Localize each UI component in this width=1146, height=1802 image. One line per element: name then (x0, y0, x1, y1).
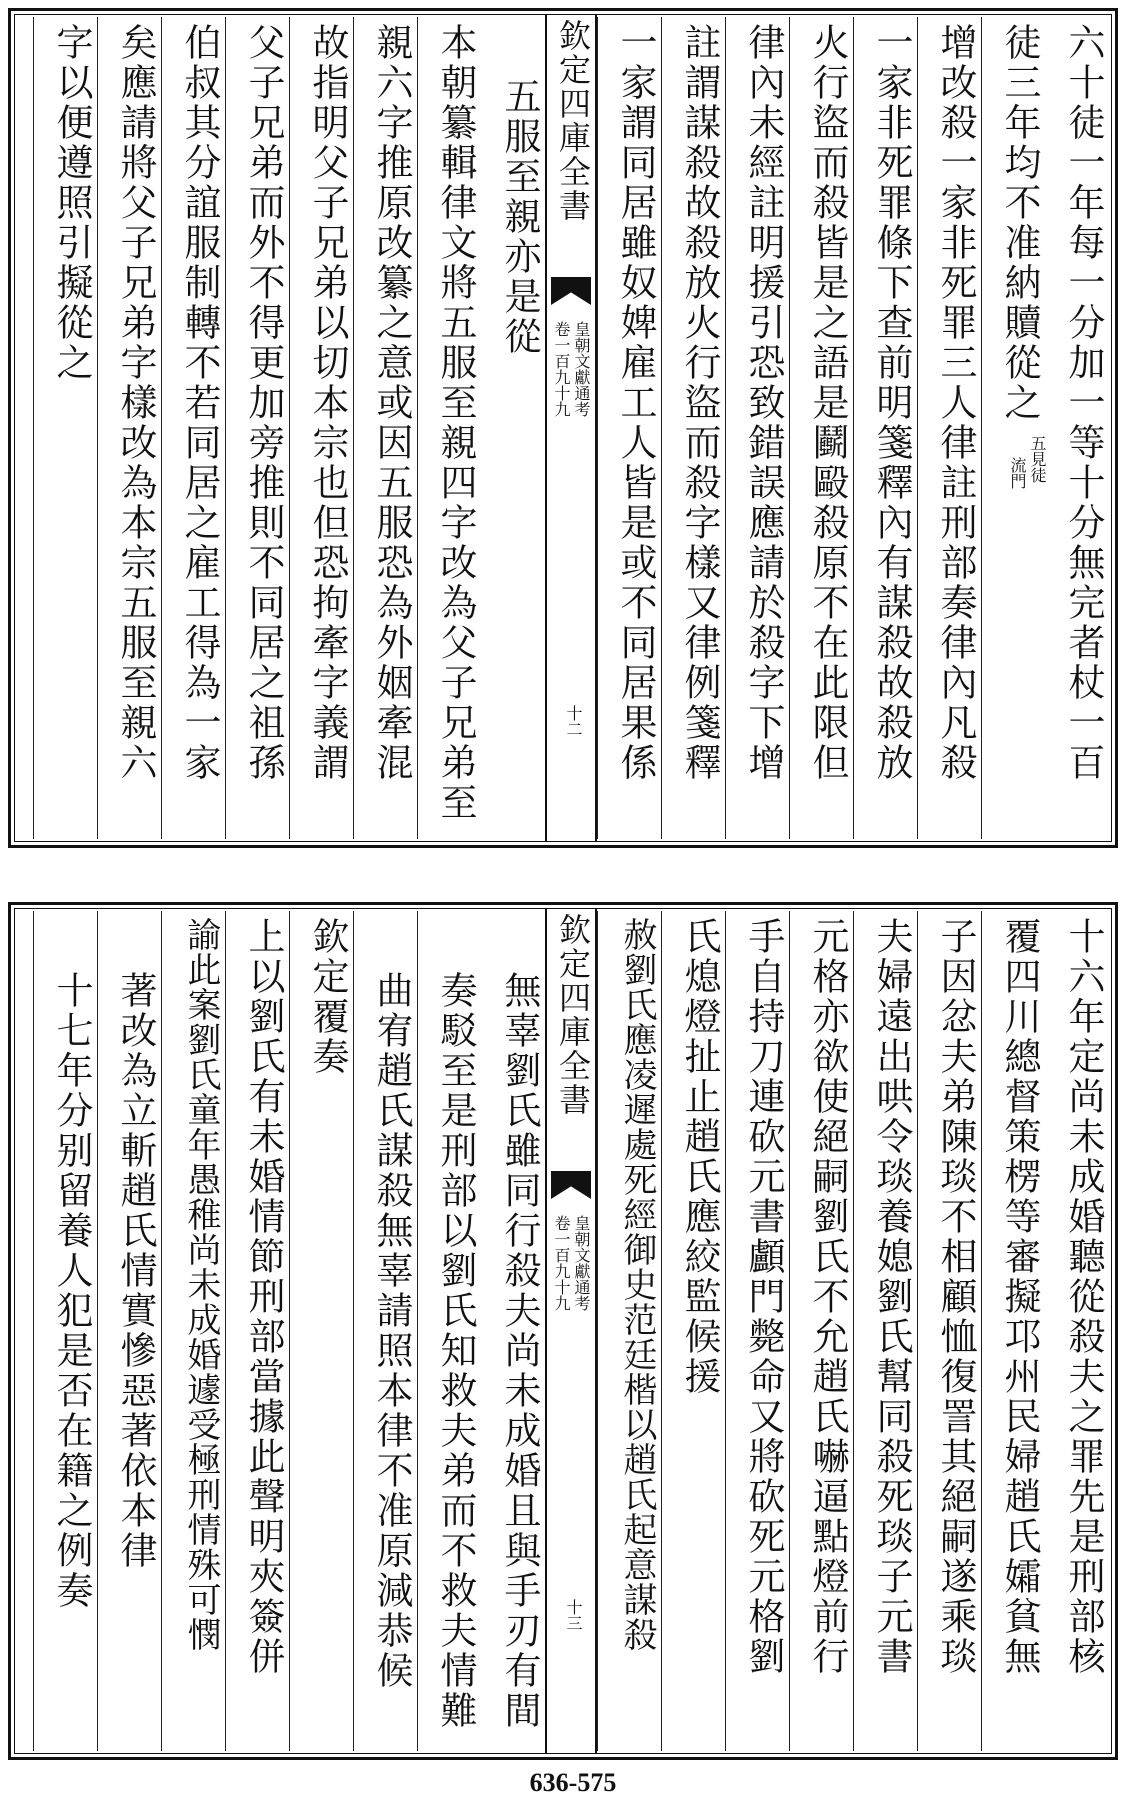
book-name: 皇朝文獻通考 (572, 321, 591, 417)
leaf-number: 十二 (564, 705, 583, 737)
text-column: 一家謂同居雖奴婢雇工人皆是或不同居果係 (597, 17, 661, 839)
upper-page (8, 8, 1118, 848)
text-column: 夫婦遠出哄令琰養媳劉氏幫同殺死琰子元書 (853, 911, 917, 1751)
text-column: 矣應請將父子兄弟字樣改為本宗五服至親六 (97, 17, 161, 839)
book-name: 皇朝文獻通考 (572, 1215, 591, 1311)
text-column: 覆四川總督策楞等審擬邛州民婦趙氏孀貧無 (981, 911, 1045, 1751)
text-column: 一家非死罪條下查前明箋釋內有謀殺故殺放 (853, 17, 917, 839)
text-column: 故指明父子兄弟以切本宗也但恐拘牽字義謂 (289, 17, 353, 839)
page-number: 636-575 (529, 1768, 617, 1797)
text-column: 諭此案劉氏童年愚稚尚未成婚遽受極刑情殊可憫 (161, 911, 225, 1751)
text-column (981, 17, 1045, 839)
text-column: 火行盜而殺皆是之語是鬬毆殺原不在此限但 (789, 17, 853, 839)
text-column: 無辜劉氏雖同行殺夫尚未成婚且與手刃有間 (498, 971, 541, 1731)
leaf-number: 十三 (564, 1599, 583, 1631)
text-column: 父子兄弟而外不得更加旁推則不同居之祖孫 (225, 17, 289, 839)
text-column: 本朝纂輯律文將五服至親四字改為父子兄弟至 (417, 17, 481, 839)
text-column: 字以便遵照引擬從之 (33, 17, 97, 839)
text-column: 奏駁至是刑部以劉氏知救夫弟而不救夫情難 (417, 911, 481, 1751)
center-fold-column (545, 909, 597, 1753)
text-column: 元格亦欲使絕嗣劉氏不允趙氏嚇逼點燈前行 (789, 911, 853, 1751)
text-column: 親六字推原改纂之意或因五服恐為外姻牽混 (353, 17, 417, 839)
note-line: 五見徒 (1028, 435, 1047, 483)
text-column: 子因忿夫弟陳琰不相顧恤復詈其絕嗣遂乘琰 (917, 911, 981, 1751)
text-column: 十六年定尚未成婚聽從殺夫之罪先是刑部核 (1062, 917, 1105, 1677)
fish-tail-mark (551, 1171, 591, 1199)
text-column-main: 徒三年均不准納贖從之 (998, 23, 1041, 423)
book-title: 欽定四庫全書 (554, 19, 592, 223)
text-column: 氏熄燈扯止趙氏應絞監候援 (661, 911, 725, 1751)
text-column: 著改為立斬趙氏情實慘惡著依本律 (97, 911, 161, 1751)
text-column: 六十徒一年每一分加一等十分無完者杖一百 (1062, 23, 1105, 783)
text-column: 上以劉氏有未婚情節刑部當據此聲明夾簽併 (225, 911, 289, 1751)
text-column: 增改殺一家非死罪三人律註刑部奏律內凡殺 (917, 17, 981, 839)
interlinear-note (1007, 435, 1047, 535)
volume-number: 卷一百九十九 (552, 321, 571, 417)
text-column: 曲宥趙氏謀殺無辜請照本律不准原減恭候 (353, 911, 417, 1751)
text-column: 註謂謀殺故殺放火行盜而殺字樣又律例箋釋 (661, 17, 725, 839)
text-column: 五服至親亦是從 (498, 77, 541, 357)
fish-tail-mark (551, 277, 591, 305)
lower-page (8, 902, 1118, 1760)
text-column: 手自持刀連砍元書顱門斃命又將砍死元格劉 (725, 911, 789, 1751)
text-column: 欽定覆奏 (289, 911, 353, 1751)
text-column: 律內未經註明援引恐致錯誤應請於殺字下增 (725, 17, 789, 839)
text-column: 伯叔其分誼服制轉不若同居之雇工得為一家 (161, 17, 225, 839)
center-fold-column (545, 15, 597, 841)
book-title: 欽定四庫全書 (554, 913, 592, 1117)
text-column: 十七年分别留養人犯是否在籍之例奏 (33, 911, 97, 1751)
text-column: 赦劉氏應凌遲處死經御史范廷楷以趙氏起意謀殺 (597, 911, 661, 1751)
note-line: 流門 (1008, 457, 1027, 489)
volume-number: 卷一百九十九 (552, 1215, 571, 1311)
